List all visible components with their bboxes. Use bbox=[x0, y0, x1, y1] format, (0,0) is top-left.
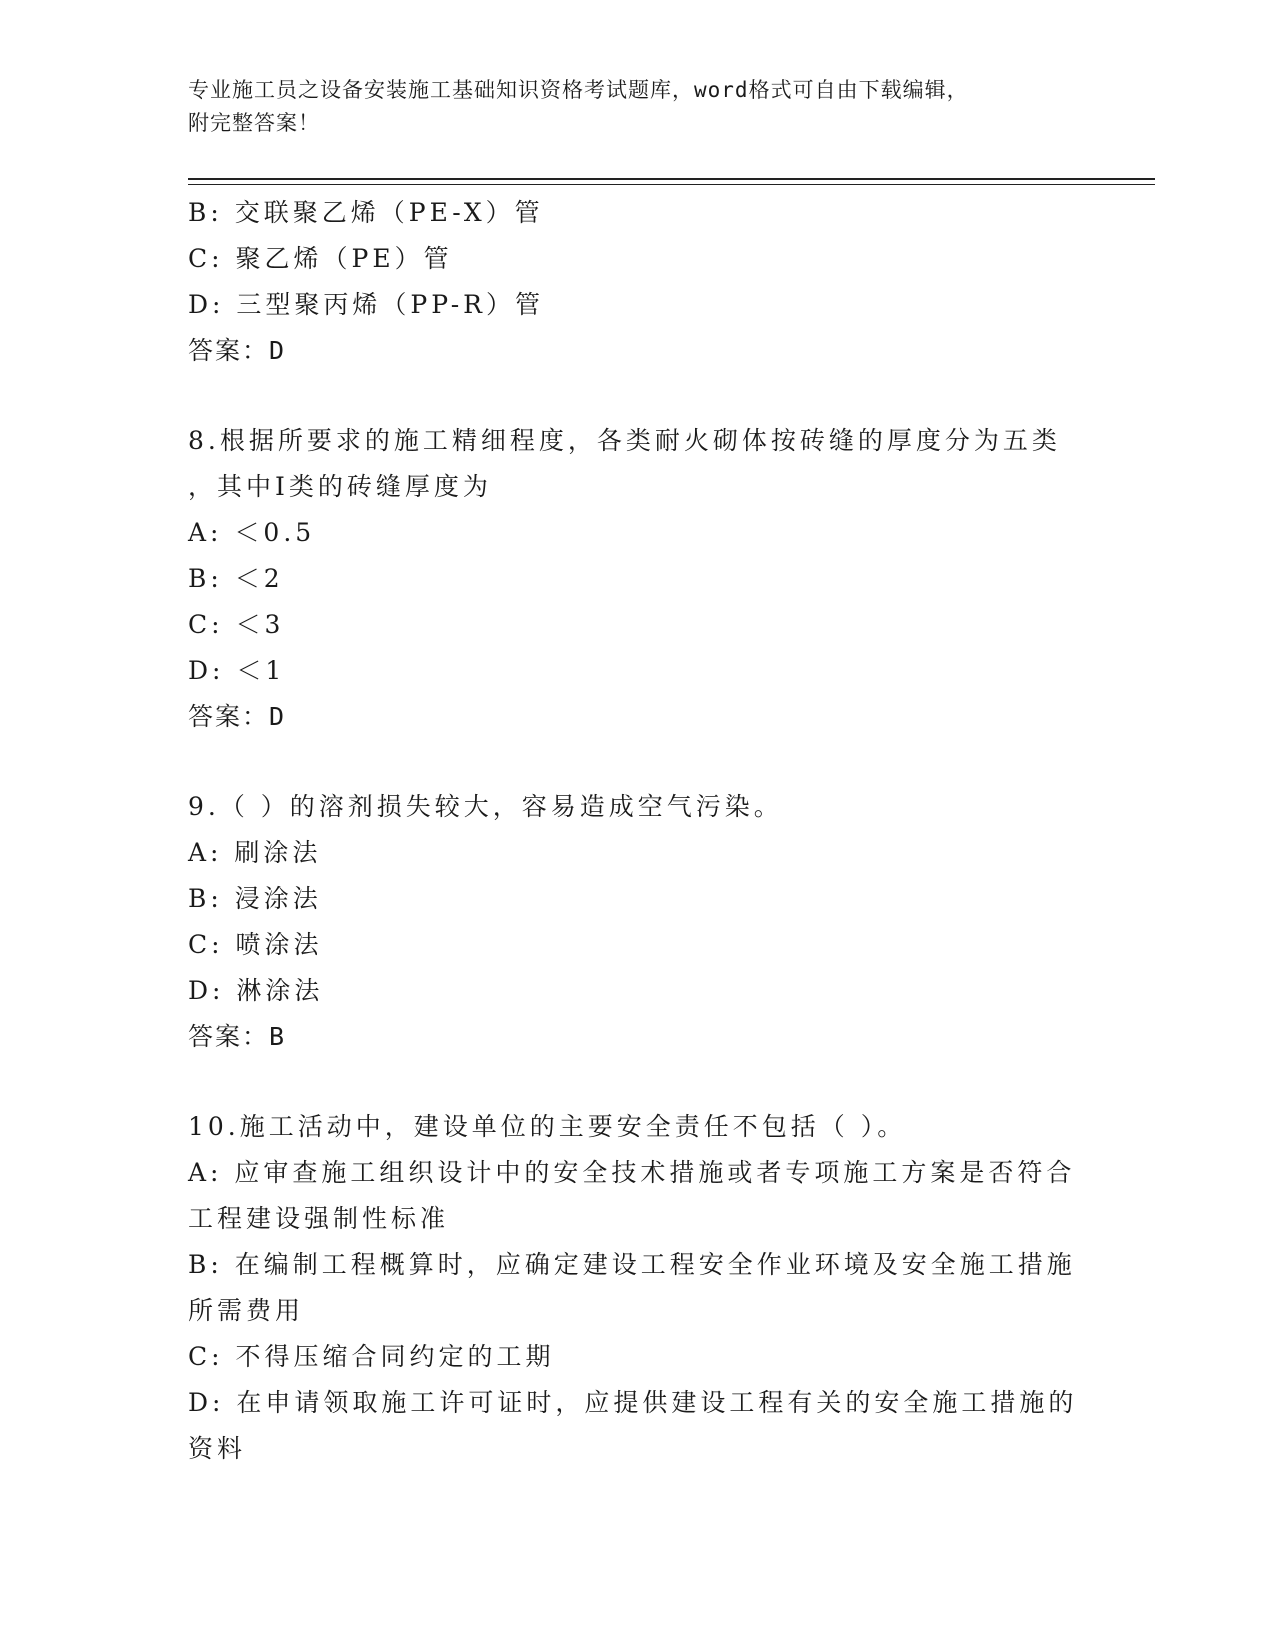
option-a-continued: 工程建设强制性标准 bbox=[188, 1204, 450, 1233]
question-9 bbox=[188, 784, 1088, 1060]
question-text-line-2: ，其中Ⅰ类的砖缝厚度为 bbox=[188, 472, 492, 501]
option-c: C: 喷涂法 bbox=[188, 930, 323, 959]
question-text: 10.施工活动中，建设单位的主要安全责任不包括（ ）。 bbox=[188, 1112, 907, 1141]
question-8 bbox=[188, 418, 1088, 740]
option-c: C: 聚乙烯（PE）管 bbox=[188, 244, 453, 273]
option-b: B: 浸涂法 bbox=[188, 884, 322, 913]
option-d: D: 三型聚丙烯（PP-R）管 bbox=[188, 290, 544, 319]
option-c: C: 不得压缩合同约定的工期 bbox=[188, 1342, 555, 1371]
question-list bbox=[188, 190, 1088, 1472]
option-d: D: ＜1 bbox=[188, 656, 286, 685]
answer: 答案：D bbox=[188, 336, 287, 365]
spacer bbox=[188, 740, 1088, 784]
option-a: A: 应审查施工组织设计中的安全技术措施或者专项施工方案是否符合 bbox=[188, 1158, 1076, 1187]
option-d: D: 淋涂法 bbox=[188, 976, 324, 1005]
question-7 bbox=[188, 190, 1088, 374]
question-text: 9.（ ）的溶剂损失较大，容易造成空气污染。 bbox=[188, 792, 783, 821]
question-10 bbox=[188, 1104, 1088, 1472]
option-c: C: ＜3 bbox=[188, 610, 285, 639]
option-b: B: ＜2 bbox=[188, 564, 284, 593]
header-divider-thick bbox=[188, 178, 1155, 180]
option-a: A: ＜0.5 bbox=[188, 518, 316, 547]
document-header bbox=[188, 74, 1068, 140]
answer: 答案：B bbox=[188, 1022, 287, 1051]
option-d: D: 在申请领取施工许可证时，应提供建设工程有关的安全施工措施的 bbox=[188, 1388, 1078, 1417]
header-divider-thin bbox=[188, 184, 1155, 185]
option-b: B: 交联聚乙烯（PE-X）管 bbox=[188, 198, 544, 227]
answer: 答案：D bbox=[188, 702, 287, 731]
header-line-1: 专业施工员之设备安装施工基础知识资格考试题库，word格式可自由下载编辑， bbox=[188, 78, 969, 102]
spacer bbox=[188, 374, 1088, 418]
question-text-line-1: 8.根据所要求的施工精细程度，各类耐火砌体按砖缝的厚度分为五类 bbox=[188, 426, 1061, 455]
option-a: A: 刷涂法 bbox=[188, 838, 322, 867]
spacer bbox=[188, 1060, 1088, 1104]
header-line-2: 附完整答案！ bbox=[188, 111, 320, 135]
option-d-continued: 资料 bbox=[188, 1434, 247, 1463]
option-b-continued: 所需费用 bbox=[188, 1296, 305, 1325]
option-b: B: 在编制工程概算时，应确定建设工程安全作业环境及安全施工措施 bbox=[188, 1250, 1076, 1279]
